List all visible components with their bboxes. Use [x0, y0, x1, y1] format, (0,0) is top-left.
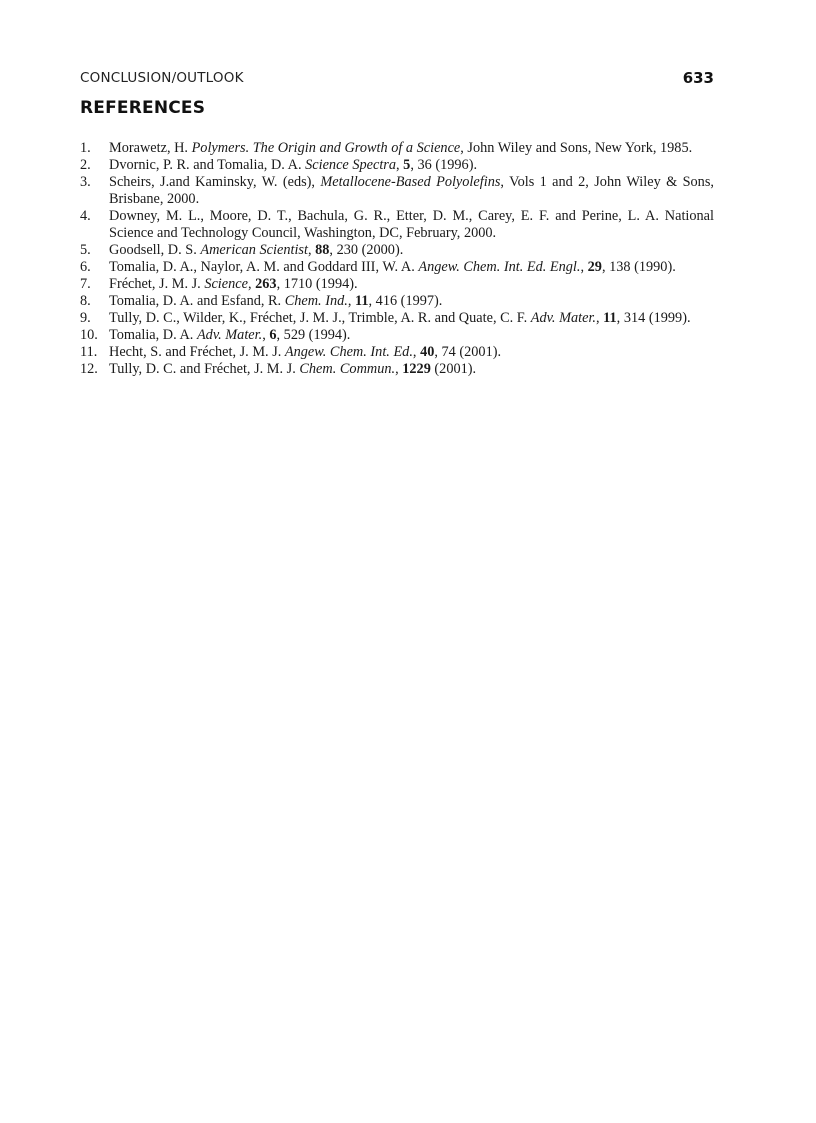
- reference-item: [80, 157, 714, 174]
- reference-segment: Tully, D. C., Wilder, K., Fréchet, J. M. J., Trimble, A. R. and Quate, C. F.: [109, 310, 531, 326]
- reference-number: 9.: [80, 310, 91, 326]
- reference-number: 8.: [80, 293, 91, 309]
- reference-segment: ,: [395, 361, 403, 377]
- reference-journal: Adv. Mater.: [196, 327, 263, 343]
- reference-text: [109, 293, 442, 309]
- reference-segment: ,: [412, 344, 421, 360]
- reference-volume: 263: [255, 276, 277, 292]
- reference-text: [109, 242, 403, 258]
- reference-segment: ,: [580, 259, 588, 275]
- reference-item: [80, 310, 714, 327]
- reference-text: [109, 310, 691, 326]
- reference-segment: Morawetz, H.: [109, 140, 192, 156]
- reference-segment: ,: [307, 242, 316, 258]
- reference-text: [109, 327, 350, 343]
- reference-number: 5.: [80, 242, 91, 258]
- reference-segment: , 1710 (1994).: [276, 276, 358, 292]
- reference-journal: Science Spectra: [305, 157, 397, 173]
- reference-journal: Chem. Commun.: [299, 361, 396, 377]
- reference-item: [80, 361, 714, 378]
- reference-item: [80, 208, 714, 242]
- reference-number: 1.: [80, 140, 91, 156]
- reference-segment: (2001).: [430, 361, 477, 377]
- reference-item: [80, 276, 714, 293]
- reference-number: 6.: [80, 259, 91, 275]
- reference-number: 4.: [80, 208, 91, 224]
- reference-journal: Science: [204, 276, 248, 292]
- section-heading: REFERENCES: [80, 98, 206, 118]
- reference-segment: , 416 (1997).: [368, 293, 443, 309]
- reference-segment: Tomalia, D. A. and Esfand, R.: [109, 293, 285, 309]
- reference-volume: 11: [355, 293, 369, 309]
- reference-text: [109, 140, 692, 156]
- reference-journal: Angew. Chem. Int. Ed.: [284, 344, 413, 360]
- reference-segment: Tully, D. C. and Fréchet, J. M. J.: [109, 361, 300, 377]
- reference-number: 3.: [80, 174, 91, 190]
- reference-list: [80, 140, 714, 378]
- reference-text: [109, 157, 477, 173]
- reference-journal: American Scientist: [200, 242, 308, 258]
- reference-segment: ,: [596, 310, 604, 326]
- reference-segment: Scheirs, J.and Kaminsky, W. (eds),: [109, 174, 321, 190]
- reference-segment: Tomalia, D. A., Naylor, A. M. and Goddard III, W. A.: [109, 259, 419, 275]
- running-header: [80, 70, 714, 88]
- reference-item: [80, 259, 714, 276]
- reference-volume: 11: [603, 310, 617, 326]
- reference-journal: Chem. Ind.: [284, 293, 348, 309]
- reference-text: [109, 208, 714, 241]
- reference-volume: 6: [269, 327, 277, 343]
- reference-text: [109, 174, 714, 207]
- reference-text: [109, 344, 501, 360]
- reference-segment: , 138 (1990).: [601, 259, 676, 275]
- reference-journal: Angew. Chem. Int. Ed. Engl.: [418, 259, 581, 275]
- reference-volume: 5: [403, 157, 411, 173]
- reference-number: 7.: [80, 276, 91, 292]
- reference-segment: Hecht, S. and Fréchet, J. M. J.: [109, 344, 285, 360]
- reference-segment: , John Wiley and Sons, New York, 1985.: [460, 140, 693, 156]
- page-number: 633: [682, 69, 714, 87]
- reference-number: 11.: [80, 344, 98, 360]
- reference-journal: Metallocene-Based Polyolefins: [320, 174, 501, 190]
- reference-number: 10.: [80, 327, 98, 343]
- reference-segment: Tomalia, D. A.: [109, 327, 197, 343]
- reference-segment: ,: [347, 293, 355, 309]
- reference-journal: Adv. Mater.: [530, 310, 596, 326]
- reference-journal: Polymers. The Origin and Growth of a Science: [191, 140, 461, 156]
- reference-segment: Fréchet, J. M. J.: [109, 276, 205, 292]
- reference-number: 2.: [80, 157, 91, 173]
- reference-text: [109, 259, 676, 275]
- reference-item: [80, 327, 714, 344]
- running-title: CONCLUSION/OUTLOOK: [80, 70, 244, 86]
- reference-segment: , 36 (1996).: [410, 157, 478, 173]
- reference-segment: ,: [247, 276, 256, 292]
- reference-volume: 88: [315, 242, 330, 258]
- reference-item: [80, 293, 714, 310]
- reference-text: [109, 276, 358, 292]
- reference-segment: Downey, M. L., Moore, D. T., Bachula, G. R., Etter, D. M., Carey, E. F. and Perine, L. A. National Science and Technology Council, Washington, DC, February, 2000.: [109, 208, 714, 241]
- reference-item: [80, 242, 714, 259]
- reference-segment: ,: [262, 327, 270, 343]
- reference-segment: , 314 (1999).: [616, 310, 691, 326]
- reference-item: [80, 174, 714, 208]
- reference-segment: , 529 (1994).: [276, 327, 351, 343]
- reference-number: 12.: [80, 361, 98, 377]
- reference-text: [109, 361, 476, 377]
- reference-volume: 29: [587, 259, 602, 275]
- reference-segment: Dvornic, P. R. and Tomalia, D. A.: [109, 157, 306, 173]
- reference-volume: 1229: [402, 361, 431, 377]
- reference-segment: Goodsell, D. S.: [109, 242, 201, 258]
- reference-segment: , Vols 1 and 2, John Wiley & Sons, Brisbane, 2000.: [109, 174, 714, 207]
- reference-item: [80, 344, 714, 361]
- reference-item: [80, 140, 714, 157]
- reference-volume: 40: [420, 344, 435, 360]
- reference-segment: ,: [396, 157, 404, 173]
- reference-segment: , 74 (2001).: [434, 344, 502, 360]
- reference-segment: , 230 (2000).: [329, 242, 404, 258]
